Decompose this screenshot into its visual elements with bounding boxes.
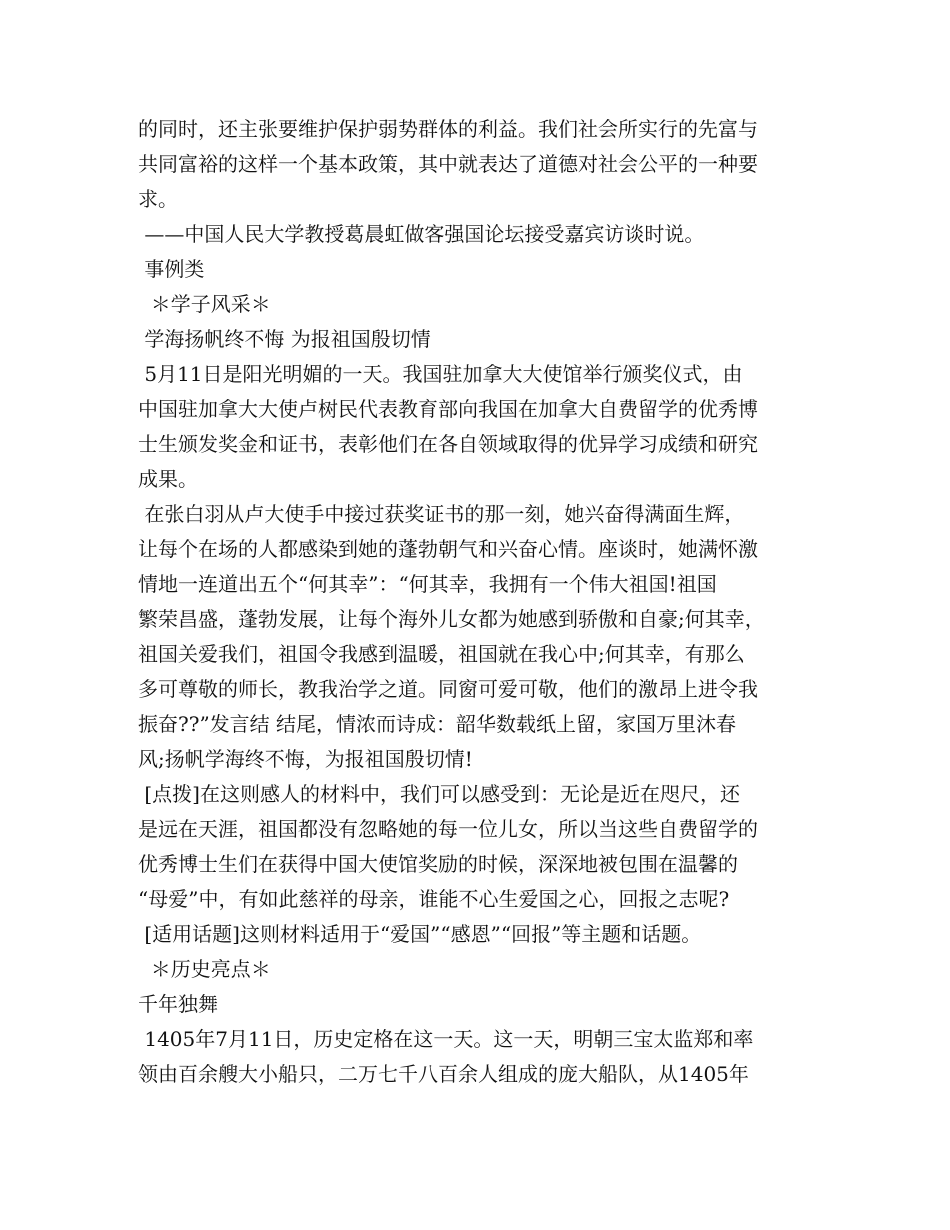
text-line: ——中国人民大学教授葛晨虹做客强国论坛接受嘉宾访谈时说。 xyxy=(138,222,705,246)
text-line: 学海扬帆终不悔 为报祖国殷切情 xyxy=(138,327,431,351)
text-line: 风;扬帆学海终不悔，为报祖国殷切情! xyxy=(138,747,473,771)
text-line: ＊学子风采＊ xyxy=(138,292,271,316)
text-line: 在张白羽从卢大使手中接过获奖证书的那一刻，她兴奋得满面生辉， xyxy=(138,502,745,526)
text-line: 让每个在场的人都感染到她的蓬勃朝气和兴奋心情。座谈时，她满怀激 xyxy=(138,537,758,561)
text-line: 千年独舞 xyxy=(138,992,218,1016)
text-line: 成果。 xyxy=(138,467,198,491)
text-line: 领由百余艘大小船只，二万七千八百余人组成的庞大船队，从1405年 xyxy=(138,1062,749,1086)
text-line: 共同富裕的这样一个基本政策，其中就表达了道德对社会公平的一种要 xyxy=(138,152,758,176)
text-line: [点拨]在这则感人的材料中，我们可以感受到：无论是近在咫尺，还 xyxy=(138,782,740,806)
text-line: 1405年7月11日，历史定格在这一天。这一天，明朝三宝太监郑和率 xyxy=(138,1027,754,1051)
text-line: 祖国关爱我们，祖国令我感到温暖，祖国就在我心中;何其幸，有那么 xyxy=(138,642,745,666)
text-line: 是远在天涯，祖国都没有忽略她的每一位儿女，所以当这些自费留学的 xyxy=(138,817,758,841)
text-line: [适用话题]这则材料适用于“爱国”“感恩”“回报”等主题和话题。 xyxy=(138,922,702,946)
text-line: 求。 xyxy=(138,187,178,211)
text-line: 振奋??”发言结 结尾，情浓而诗成：韶华数载纸上留，家国万里沐春 xyxy=(138,712,737,736)
text-line: 繁荣昌盛，蓬勃发展，让每个海外儿女都为她感到骄傲和自豪;何其幸， xyxy=(138,607,765,631)
text-line: ＊历史亮点＊ xyxy=(138,957,271,981)
text-line: 多可尊敬的师长，教我治学之道。同窗可爱可敬，他们的激昂上进令我 xyxy=(138,677,758,701)
text-line: 士生颁发奖金和证书，表彰他们在各自领域取得的优异学习成绩和研究 xyxy=(138,432,758,456)
text-line: 5月11日是阳光明媚的一天。我国驻加拿大大使馆举行颁奖仪式，由 xyxy=(138,362,743,386)
text-line: “母爱”中，有如此慈祥的母亲，谁能不心生爱国之心，回报之志呢? xyxy=(138,887,730,911)
text-line: 事例类 xyxy=(138,257,205,281)
document-body xyxy=(138,112,828,1092)
text-line: 中国驻加拿大大使卢树民代表教育部向我国在加拿大自费留学的优秀博 xyxy=(138,397,758,421)
text-line: 优秀博士生们在获得中国大使馆奖励的时候，深深地被包围在温馨的 xyxy=(138,852,738,876)
text-line: 情地一连道出五个“何其幸”：“何其幸，我拥有一个伟大祖国!祖国 xyxy=(138,572,717,596)
text-line: 的同时，还主张要维护保护弱势群体的利益。我们社会所实行的先富与 xyxy=(138,117,758,141)
